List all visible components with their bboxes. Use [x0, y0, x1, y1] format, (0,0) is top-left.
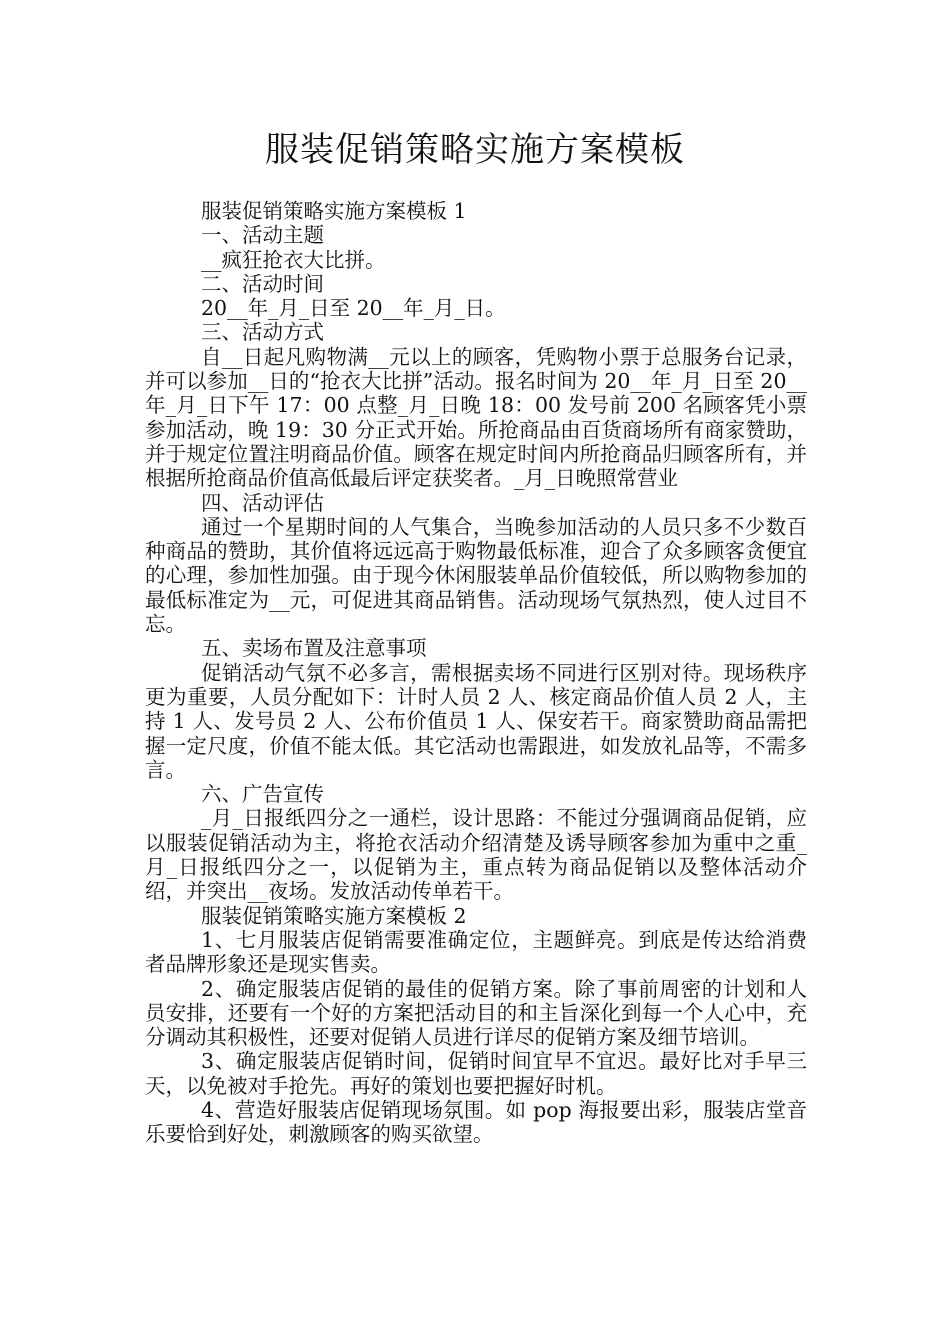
document-title: 服装促销策略实施方案模板	[265, 130, 685, 170]
section-heading-template-2: 服装促销策略实施方案模板 2	[201, 903, 467, 928]
list-item-promotion-time: 3、确定服装店促销时间，促销时间宜早不宜迟。最好比对手早三天，以免被对手抢先。再好的策划也要把握好时机。	[145, 1049, 807, 1098]
heading-activity-time: 二、活动时间	[201, 271, 324, 296]
heading-store-layout: 五、卖场布置及注意事项	[201, 636, 427, 661]
list-item-promotion-plan: 2、确定服装店促销的最佳的促销方案。除了事前周密的计划和人员安排，还要有一个好的方案把活动目的和主旨深化到每一个人心中，充分调动其积极性，还要对促销人员进行详尽的促销方案及细节培训。	[145, 976, 807, 1050]
paragraph-activity-evaluation: 通过一个星期时间的人气集合，当晚参加活动的人员只多不少数百种商品的赞助，其价值将远远高于购物最低标准，迎合了众多顾客贪便宜的心理，参加性加强。由于现今休闲服装单品价值较低，所以购物参加的最低标准定为__元，可促进其商品销售。活动现场气氛热烈，使人过目不忘。	[145, 514, 807, 637]
paragraph-activity-time: 20__年_月_日至 20__年_月_日。	[201, 296, 506, 321]
paragraph-activity-theme: __疯狂抢衣大比拼。	[201, 247, 386, 272]
document-body	[145, 199, 807, 1147]
heading-activity-theme: 一、活动主题	[201, 223, 324, 248]
list-item-atmosphere: 4、营造好服装店促销现场氛围。如 pop 海报要出彩，服装店堂音乐要恰到好处，刺激顾客的购买欲望。	[145, 1097, 807, 1147]
heading-activity-evaluation: 四、活动评估	[201, 490, 324, 515]
section-heading-template-1: 服装促销策略实施方案模板 1	[201, 199, 467, 223]
list-item-positioning: 1、七月服装店促销需要准确定位，主题鲜亮。到底是传达给消费者品牌形象还是现实售卖。	[145, 927, 807, 977]
paragraph-store-layout: 促销活动气氛不必多言，需根据卖场不同进行区别对待。现场秩序更为重要，人员分配如下：计时人员 2 人、核定商品价值人员 2 人，主持 1 人、发号员 2 人、公布价值员 1 人、保安若干。商家赞助商品需把握一定尺度，价值不能太低。其它活动也需跟进，如发放礼品等，不需多言。	[145, 660, 807, 782]
heading-activity-method: 三、活动方式	[201, 320, 324, 345]
paragraph-advertising: _月_日报纸四分之一通栏，设计思路：不能过分强调商品促销，应以服装促销活动为主，将抢衣活动介绍清楚及诱导顾客参加为重中之重_月_日报纸四分之一，以促销为主，重点转为商品促销以及整体活动介绍，并突出__夜场。发放活动传单若干。	[145, 806, 807, 904]
paragraph-activity-method: 自__日起凡购物满__元以上的顾客，凭购物小票于总服务台记录，并可以参加__日的“抢衣大比拼”活动。报名时间为 20__年_月_日至 20__年_月_日下午 17：00 点整_月_日晚 18：00 发号前 200 名顾客凭小票参加活动，晚 19：30 分正式开始。所抢商品由百货商场所有商家赞助，并于规定位置注明商品价值。顾客在规定时间内所抢商品归顾客所有，并根据所抢商品价值高低最后评定获奖者。_月_日晚照常营业	[145, 344, 807, 491]
heading-advertising: 六、广告宣传	[201, 782, 324, 807]
